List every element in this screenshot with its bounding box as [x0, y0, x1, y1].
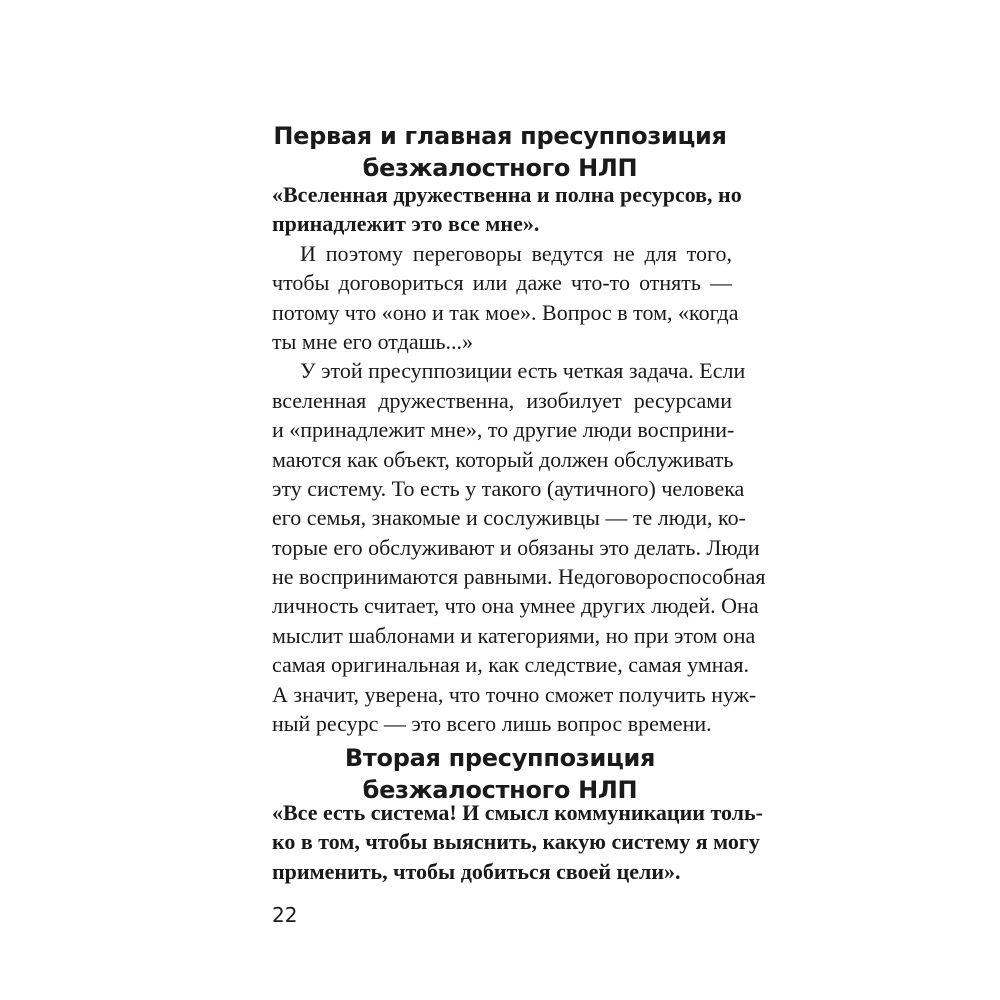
quote-line: «Вселенная дружественна и полна ресурсов, но: [272, 182, 742, 207]
heading-line: безжалостного НЛП: [362, 153, 638, 182]
quote-line: принадлежит это все мне».: [272, 211, 540, 237]
paragraph-line: торые его обслуживают и обязаны это делать. Люди: [272, 534, 760, 560]
quote-line: ко в том, чтобы выяснить, какую систему я могу: [272, 829, 760, 855]
heading-line: Вторая пресуппозиция: [344, 743, 656, 772]
paragraph-line: мыслит шаблонами и категориями, но при этом она: [272, 622, 756, 648]
paragraph-line: ный ресурс — это всего лишь вопрос времени.: [272, 711, 712, 737]
paragraph-line: самая оригинальная и, как следствие, самая умная.: [272, 652, 749, 678]
paragraph-line: потому что «оно и так мое». Вопрос в том, «когда: [272, 299, 739, 325]
section-2-heading: [270, 742, 730, 806]
section-1-body: [272, 180, 766, 738]
section-2-body: [272, 798, 763, 886]
heading-line: Первая и главная пресуппозиция: [273, 121, 727, 150]
quote-line: «Все есть система! И смысл коммуникации толь-: [272, 800, 763, 825]
paragraph-line: эту систему. То есть у такого (аутичного) человека: [272, 475, 745, 501]
paragraph-line: И поэтому переговоры ведутся не для того,: [300, 240, 732, 266]
paragraph-line: вселенная дружественна, изобилует ресурсами: [272, 387, 732, 413]
paragraph-line: ты мне его отдашь...»: [272, 328, 474, 354]
paragraph-line: его семья, знакомые и сослуживцы — те люди, ко-: [272, 505, 746, 531]
quote-line: применить, чтобы добиться своей цели».: [272, 858, 681, 884]
paragraph-line: А значит, уверена, что точно сможет получить нуж-: [272, 681, 757, 707]
paragraph-line: чтобы договориться или даже что-то отнять —: [272, 270, 732, 296]
paragraph-line: маются как объект, который должен обслуживать: [272, 446, 734, 472]
section-1-heading: [270, 120, 730, 184]
paragraph-line: У этой пресуппозиции есть четкая задача. Если: [300, 358, 746, 384]
paragraph-line: личность считает, что она умнее других людей. Она: [272, 593, 759, 619]
page-number: 22: [272, 903, 298, 927]
paragraph-line: и «принадлежит мне», то другие люди восприни-: [272, 417, 735, 443]
paragraph-line: не воспринимаются равными. Недоговороспособная: [272, 564, 766, 590]
heading-line: безжалостного НЛП: [362, 775, 638, 804]
